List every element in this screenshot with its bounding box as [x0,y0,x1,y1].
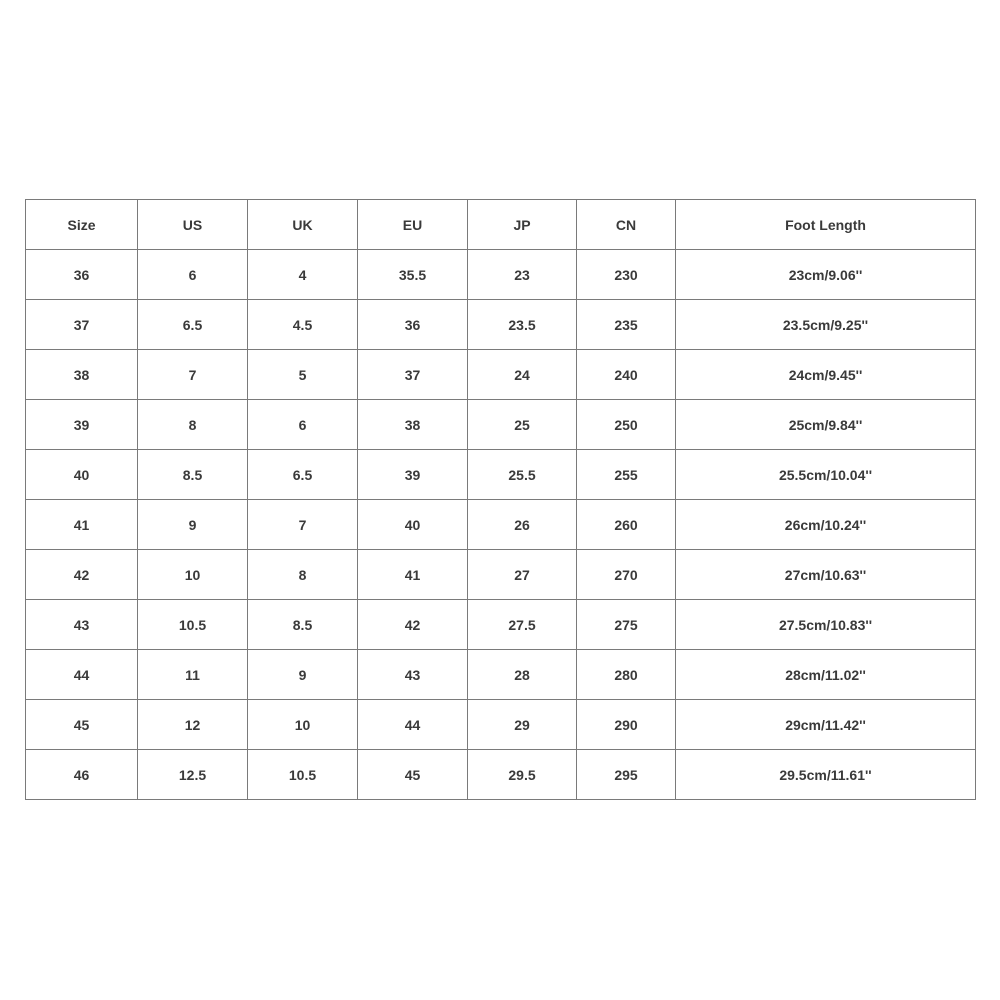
cell-cn: 260 [577,500,676,550]
cell-uk: 4 [248,250,358,300]
cell-size: 36 [26,250,138,300]
cell-foot-length: 25.5cm/10.04'' [676,450,976,500]
cell-cn: 255 [577,450,676,500]
cell-size: 37 [26,300,138,350]
cell-us: 10 [138,550,248,600]
cell-us: 6.5 [138,300,248,350]
cell-us: 8.5 [138,450,248,500]
cell-jp: 29.5 [468,750,577,800]
cell-us: 12.5 [138,750,248,800]
cell-foot-length: 28cm/11.02'' [676,650,976,700]
cell-jp: 28 [468,650,577,700]
table-header [26,200,976,250]
cell-size: 46 [26,750,138,800]
cell-cn: 250 [577,400,676,450]
cell-cn: 235 [577,300,676,350]
cell-jp: 25.5 [468,450,577,500]
cell-jp: 27 [468,550,577,600]
header-cn: CN [577,200,676,250]
cell-foot-length: 29.5cm/11.61'' [676,750,976,800]
header-row [26,200,976,250]
cell-jp: 25 [468,400,577,450]
cell-us: 10.5 [138,600,248,650]
cell-jp: 26 [468,500,577,550]
cell-uk: 6 [248,400,358,450]
header-eu: EU [358,200,468,250]
cell-size: 43 [26,600,138,650]
cell-size: 40 [26,450,138,500]
cell-jp: 23.5 [468,300,577,350]
cell-uk: 8.5 [248,600,358,650]
table-row [26,400,976,450]
cell-uk: 10 [248,700,358,750]
cell-uk: 9 [248,650,358,700]
cell-uk: 5 [248,350,358,400]
cell-us: 9 [138,500,248,550]
table-row [26,550,976,600]
cell-jp: 27.5 [468,600,577,650]
cell-foot-length: 29cm/11.42'' [676,700,976,750]
cell-jp: 23 [468,250,577,300]
cell-size: 42 [26,550,138,600]
cell-cn: 290 [577,700,676,750]
cell-cn: 275 [577,600,676,650]
table-row [26,500,976,550]
cell-uk: 8 [248,550,358,600]
cell-eu: 44 [358,700,468,750]
cell-us: 8 [138,400,248,450]
header-foot-length: Foot Length [676,200,976,250]
size-chart-table [25,199,976,800]
cell-jp: 29 [468,700,577,750]
cell-size: 38 [26,350,138,400]
cell-jp: 24 [468,350,577,400]
cell-cn: 270 [577,550,676,600]
cell-eu: 43 [358,650,468,700]
cell-size: 45 [26,700,138,750]
header-us: US [138,200,248,250]
cell-foot-length: 26cm/10.24'' [676,500,976,550]
cell-uk: 4.5 [248,300,358,350]
cell-eu: 36 [358,300,468,350]
cell-cn: 230 [577,250,676,300]
table-row [26,350,976,400]
cell-foot-length: 25cm/9.84'' [676,400,976,450]
cell-foot-length: 27.5cm/10.83'' [676,600,976,650]
cell-us: 12 [138,700,248,750]
table-row [26,700,976,750]
cell-eu: 38 [358,400,468,450]
cell-us: 6 [138,250,248,300]
cell-size: 44 [26,650,138,700]
table-body [26,250,976,800]
table-row [26,650,976,700]
header-size: Size [26,200,138,250]
cell-cn: 240 [577,350,676,400]
table-row [26,750,976,800]
cell-eu: 35.5 [358,250,468,300]
cell-eu: 42 [358,600,468,650]
cell-eu: 45 [358,750,468,800]
cell-foot-length: 24cm/9.45'' [676,350,976,400]
table-row [26,600,976,650]
cell-foot-length: 27cm/10.63'' [676,550,976,600]
cell-foot-length: 23.5cm/9.25'' [676,300,976,350]
cell-eu: 41 [358,550,468,600]
cell-uk: 7 [248,500,358,550]
cell-uk: 6.5 [248,450,358,500]
table-row [26,450,976,500]
header-jp: JP [468,200,577,250]
table-row [26,300,976,350]
cell-eu: 39 [358,450,468,500]
cell-cn: 280 [577,650,676,700]
cell-us: 7 [138,350,248,400]
cell-eu: 37 [358,350,468,400]
header-uk: UK [248,200,358,250]
table-row [26,250,976,300]
cell-size: 41 [26,500,138,550]
cell-foot-length: 23cm/9.06'' [676,250,976,300]
cell-us: 11 [138,650,248,700]
cell-size: 39 [26,400,138,450]
cell-eu: 40 [358,500,468,550]
cell-cn: 295 [577,750,676,800]
cell-uk: 10.5 [248,750,358,800]
